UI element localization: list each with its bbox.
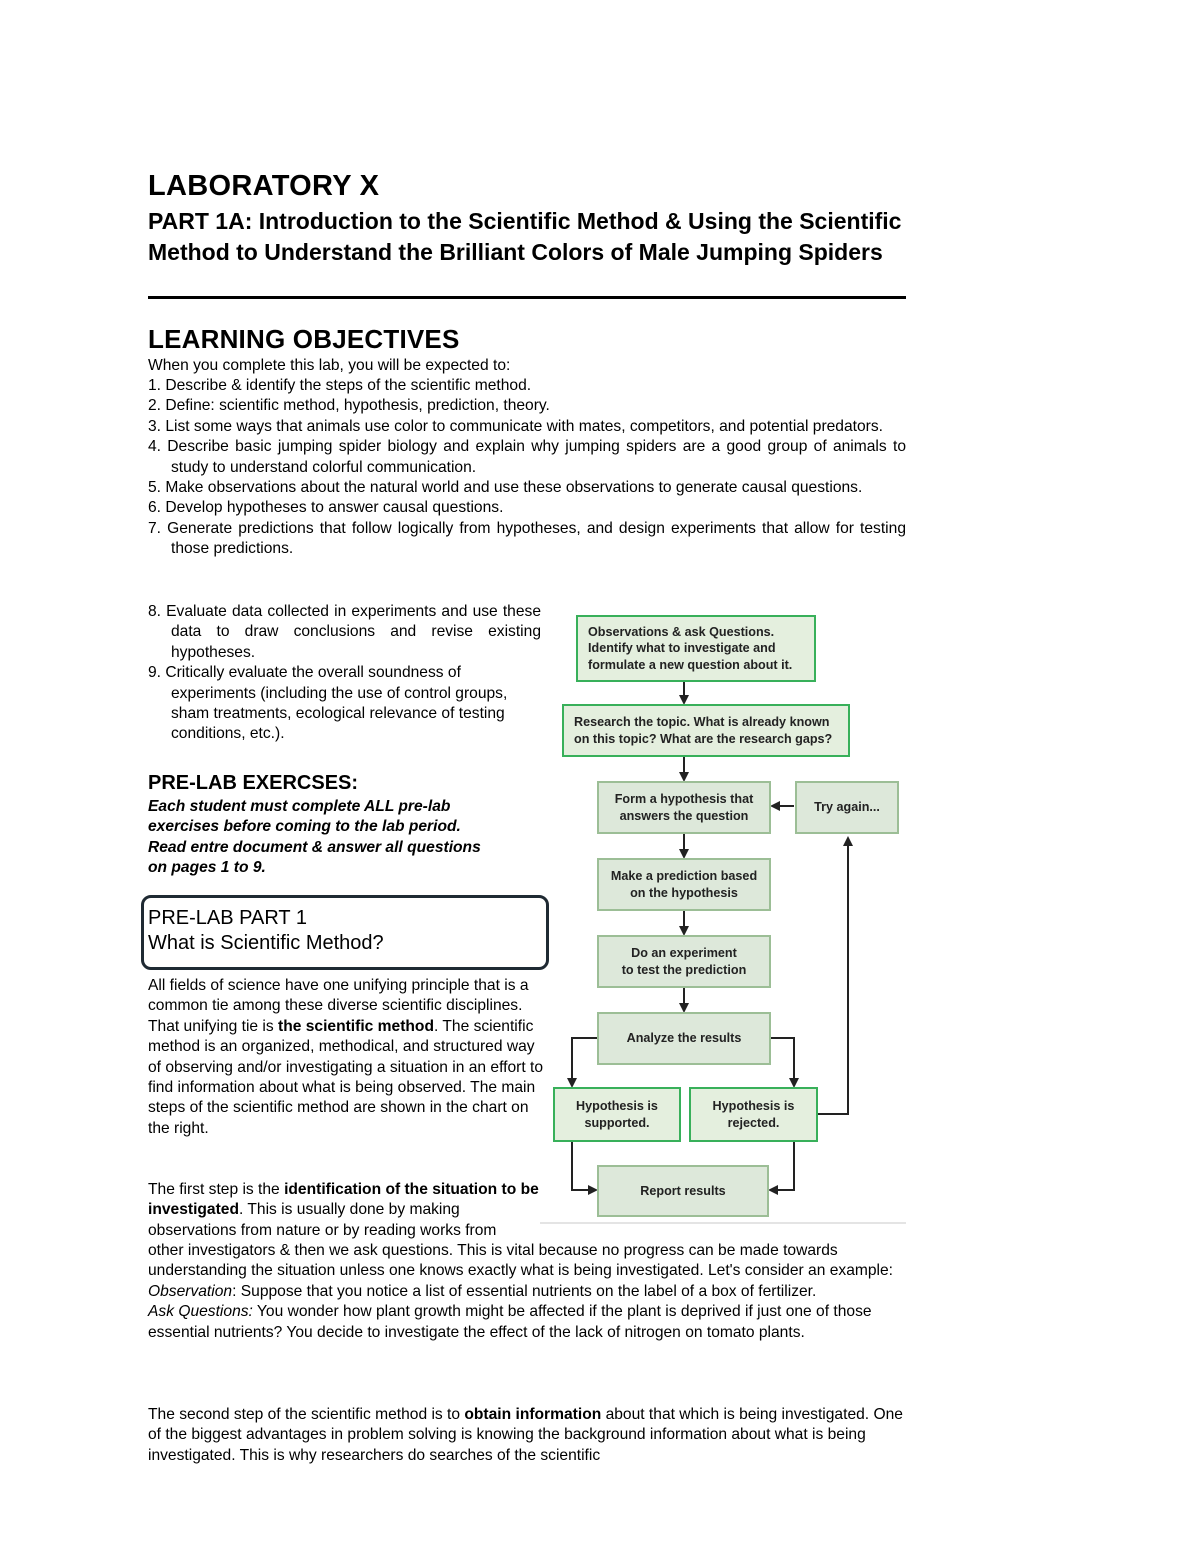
arrow	[818, 838, 848, 1114]
objectives-heading: LEARNING OBJECTIVES	[148, 324, 460, 354]
objective-item: 1. Describe & identify the steps of the scientific method.	[148, 377, 532, 394]
flow-step-text: on the hypothesis	[630, 885, 738, 900]
objective-item: 9. Critically evaluate the overall soundness of experiments (including the use of control groups, sham treatments, ecological relevance of testing conditions, etc.).	[148, 664, 508, 743]
flow-step-rejected	[689, 1087, 818, 1142]
observation-label: Observation	[148, 1282, 233, 1300]
text-run: . This is usually done by making observations from nature or by reading works from	[148, 1201, 497, 1239]
first-step-paragraph	[148, 1180, 543, 1241]
objectives-intro: When you complete this lab, you will be expected to:	[148, 357, 511, 374]
flow-step-text: Do an experiment	[631, 946, 737, 960]
title-divider	[148, 296, 906, 299]
objective-item: 6. Develop hypotheses to answer causal questions.	[148, 499, 504, 517]
flow-step-text: Research the topic. What is already known	[574, 715, 830, 729]
prelab-note-line: exercises before coming to the lab period.	[148, 818, 461, 836]
arrow	[770, 1142, 794, 1190]
flow-step-text: Hypothesis is	[712, 1099, 795, 1113]
flow-step-text: answers the question	[619, 808, 749, 823]
arrow	[770, 1038, 794, 1086]
intro-paragraph	[148, 976, 543, 1139]
arrow	[572, 1142, 596, 1190]
bold-term: identification of the situation to be investigated	[148, 1181, 539, 1219]
flow-step-text: Observations & ask Questions.	[588, 624, 775, 639]
flow-step-text: Report results	[640, 1183, 726, 1198]
objective-item: 7. Generate predictions that follow logically from hypotheses, and design experiments that allow for testing those predictions.	[148, 519, 906, 558]
first-step-paragraph-continued	[148, 1241, 908, 1343]
objective-item: 4. Describe basic jumping spider biology and explain why jumping spiders are a good group of animals to study to understand colorful communication.	[148, 438, 906, 476]
text-run: The second step of the scientific method is to	[148, 1406, 465, 1423]
flow-step-text: formulate a new question about it.	[588, 657, 793, 672]
text-run: The first step is the	[148, 1181, 285, 1198]
scientific-method-flowchart	[548, 600, 908, 1225]
flow-step-text: Make a prediction based	[610, 869, 758, 883]
prelab-heading: PRE-LAB EXERCSES:	[148, 772, 359, 794]
flow-step-text: on this topic? What are the research gaps?	[574, 731, 833, 746]
text-run: other investigators & then we ask questions. This is vital because no progress can be made towards understanding the situation unless one knows exactly what is being investigated. Let's consider an example:	[148, 1242, 893, 1280]
lab-title: LABORATORY X	[148, 170, 380, 202]
prelab-note	[148, 797, 541, 879]
flow-step-analyze	[597, 1012, 771, 1065]
part-title: PART 1A: Introduction to the Scientific Method & Using the Scientific Method to Understand the Brilliant Colors of Male Jumping Spiders	[148, 208, 902, 265]
text-run: about that which is being investigated. One of the biggest advantages in problem solving is knowing the background information about what is being investigated. This is why researchers do searches of the scientific	[148, 1406, 903, 1464]
text-run: : Suppose that you notice a list of essential nutrients on the label of a box of fertilizer.	[232, 1282, 817, 1300]
text-run: . The scientific method is an organized, methodical, and structured way of observing and/or investigating a situation in an effort to find information about what is being observed. The main steps of the scientific method are shown in the chart on the right.	[148, 1017, 544, 1137]
flow-step-try-again	[795, 781, 899, 834]
flow-step-hypothesis	[597, 781, 771, 834]
objectives-list	[148, 376, 906, 560]
flow-step-text: to test the prediction	[621, 962, 747, 977]
objectives-list-continued	[148, 602, 541, 745]
flow-step-prediction	[597, 858, 771, 911]
observation-line	[148, 1282, 908, 1302]
ask-questions-label: Ask Questions:	[148, 1303, 253, 1321]
text-run: All fields of science have one unifying principle that is a common tie among these diverse scientific disciplines. That unifying tie is	[148, 977, 529, 1035]
flow-step-experiment	[597, 935, 771, 988]
flow-step-text: Hypothesis is	[576, 1099, 658, 1113]
figure-baseline	[540, 1222, 906, 1224]
second-step-paragraph	[148, 1405, 908, 1466]
ask-questions-line	[148, 1302, 908, 1343]
flow-step-text: rejected.	[727, 1115, 780, 1130]
objective-item: 8. Evaluate data collected in experiments and use these data to draw conclusions and revise existing hypotheses.	[148, 603, 541, 661]
bold-term: the scientific method	[278, 1017, 434, 1035]
prelab-note-line: Each student must complete ALL pre-lab	[148, 798, 451, 815]
flow-step-text: Identify what to investigate and	[588, 641, 776, 656]
objective-item: 3. List some ways that animals use color to communicate with mates, competitors, and potential predators.	[148, 417, 883, 435]
flow-step-text: Try again...	[814, 800, 880, 815]
flow-step-text: supported.	[584, 1115, 650, 1130]
part1-heading-line2: What is Scientific Method?	[148, 932, 384, 954]
prelab-note-line: on pages 1 to 9.	[148, 859, 266, 877]
flow-step-text: Analyze the results	[626, 1031, 742, 1046]
objective-item: 2. Define: scientific method, hypothesis, prediction, theory.	[148, 397, 550, 415]
arrow	[572, 1038, 598, 1086]
flow-step-research	[562, 704, 850, 757]
text-run: You wonder how plant growth might be affected if the plant is deprived if just one of those essential nutrients? You decide to investigate the effect of the lack of nitrogen on tomato plants.	[148, 1303, 872, 1341]
flow-step-observe	[576, 615, 816, 682]
bold-term: obtain information	[464, 1406, 602, 1423]
flow-step-report	[597, 1165, 769, 1217]
objective-item: 5. Make observations about the natural world and use these observations to generate causal questions.	[148, 479, 863, 497]
part1-heading-line1: PRE-LAB PART 1	[148, 907, 307, 929]
flow-step-supported	[553, 1087, 681, 1142]
prelab-note-line: Read entre document & answer all questions	[148, 838, 481, 856]
flow-step-text: Form a hypothesis that	[614, 792, 754, 806]
